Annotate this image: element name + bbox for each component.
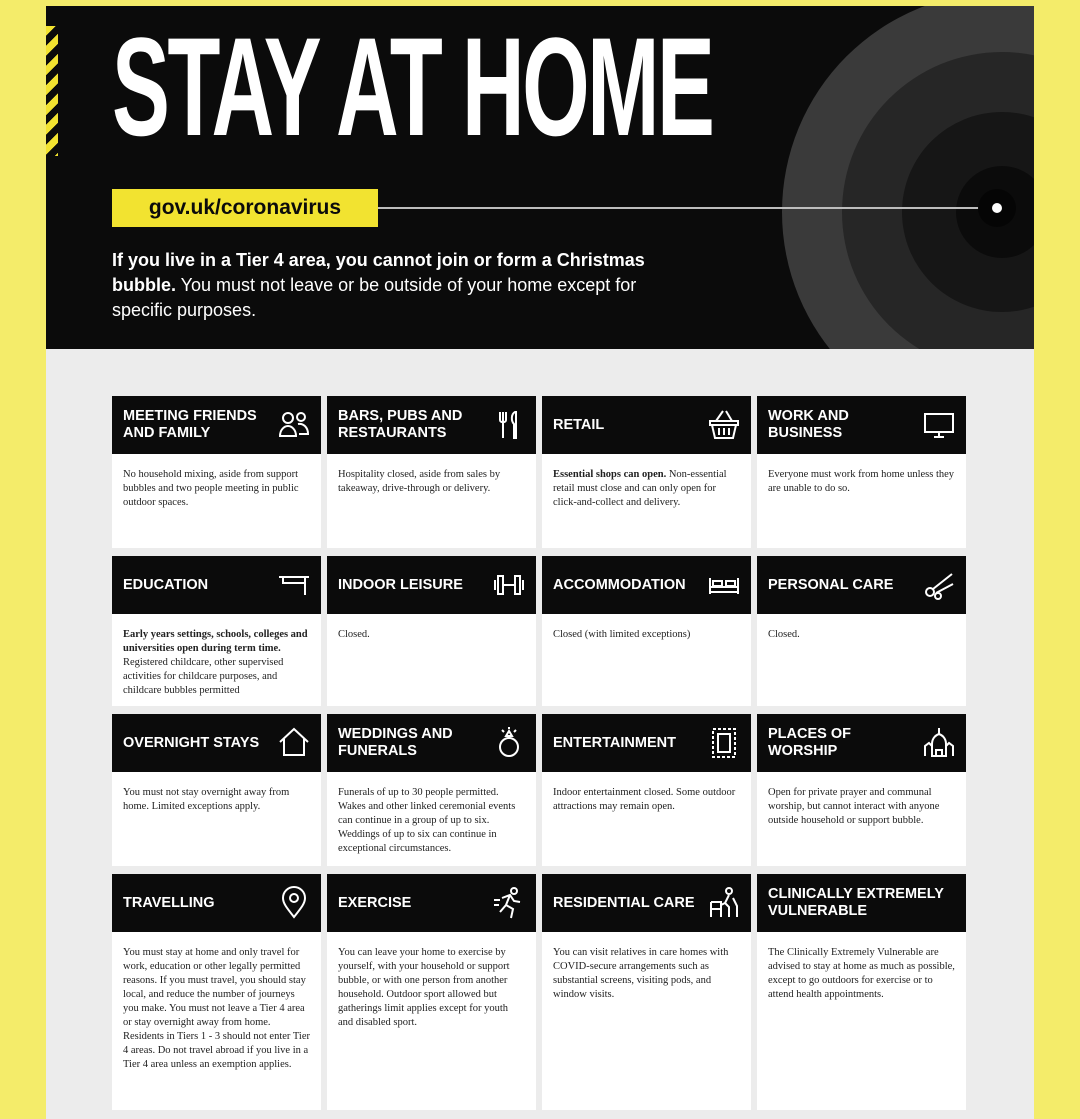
mortarboard-icon — [277, 568, 311, 602]
rule-card-meeting — [112, 396, 321, 548]
card-body: Closed (with limited exceptions) — [553, 629, 691, 640]
card-title: EXERCISE — [338, 894, 412, 911]
header-banner — [46, 6, 1034, 349]
url-dot-icon — [978, 189, 1016, 227]
hazard-stripe — [46, 26, 58, 156]
rule-card-vulnerable — [757, 874, 966, 1110]
rule-card-education: EDUCATION Early years settings, schools, colleges and universities open during term time. Registered childcare, other supervised activities for childcare purposes, and childcare bubbles permitted — [112, 556, 321, 706]
card-title: ENTERTAINMENT — [553, 734, 676, 751]
page-title: STAY AT HOME — [112, 8, 713, 165]
card-title: EDUCATION — [123, 576, 209, 593]
card-body: You can visit relatives in care homes with COVID-secure arrangements such as substantial screens, visiting pods, and window visits. — [553, 947, 729, 1000]
rule-card-entertainment — [542, 714, 751, 866]
card-title: CLINICALLY EXTREMELY VULNERABLE — [768, 886, 944, 919]
card-title: TRAVELLING — [123, 894, 215, 911]
rules-row — [112, 874, 968, 1110]
card-body: Funerals of up to 30 people permitted. Wakes and other linked ceremonial events can continue in a group of up to six. Weddings of up to six can continue in exceptional circumstances. — [338, 787, 516, 854]
rule-card-overnight — [112, 714, 321, 866]
card-body: The Clinically Extremely Vulnerable are advised to stay at home as much as possible, except to go outdoors for exercise or to attend health appointments. — [768, 947, 955, 1000]
card-body: You must stay at home and only travel for work, education or other legally permitted reasons. If you must travel, you should stay local, and reduce the number of journeys you make. You must not leave a Tier 4 area or stay overnight away from home. Residents in Tiers 1 - 3 should not enter Tier 4 areas. Do not travel abroad if you live in a Tier 4 area unless an exemption applies. — [123, 947, 310, 1070]
card-title: RETAIL — [553, 416, 605, 433]
card-body: Open for private prayer and communal worship, but cannot interact with anyone outside household or support bubble. — [768, 787, 940, 826]
card-title: INDOOR LEISURE — [338, 576, 463, 593]
cutlery-icon — [492, 408, 526, 442]
card-title: WEDDINGS AND FUNERALS — [338, 726, 453, 759]
scissors-icon — [922, 568, 956, 602]
url-connector-line — [378, 207, 998, 209]
rule-card-leisure — [327, 556, 536, 706]
card-body: You must not stay overnight away from home. Limited exceptions apply. — [123, 787, 290, 812]
church-icon — [922, 726, 956, 760]
concentric-rings-graphic — [756, 6, 1034, 349]
intro-bold: If you live in a Tier 4 area, you cannot join or form a Christmas bubble. — [112, 250, 645, 295]
rule-card-work — [757, 396, 966, 548]
rule-card-bars — [327, 396, 536, 548]
card-body: Non-essential retail must close and can only open for click-and-collect and delivery. — [553, 469, 727, 508]
rule-card-accommodation — [542, 556, 751, 706]
intro-text — [112, 248, 672, 323]
ticket-icon — [707, 726, 741, 760]
card-body: Hospitality closed, aside from sales by takeaway, drive-through or delivery. — [338, 469, 501, 494]
basket-icon — [707, 408, 741, 442]
card-title: MEETING FRIENDS AND FAMILY — [123, 408, 257, 441]
card-title: BARS, PUBS AND RESTAURANTS — [338, 408, 463, 441]
rules-row — [112, 556, 968, 706]
poster — [46, 6, 1034, 1119]
rule-card-weddings — [327, 714, 536, 866]
card-title: PLACES OF WORSHIP — [768, 726, 851, 759]
dumbbell-icon — [492, 568, 526, 602]
card-body: Closed. — [338, 629, 370, 640]
intro-rest: You must not leave or be outside of your home except for specific purposes. — [112, 275, 637, 320]
people-icon — [277, 408, 311, 442]
card-body: No household mixing, aside from support bubbles and two people meeting in public outdoor spaces. — [123, 469, 299, 508]
rule-card-worship — [757, 714, 966, 866]
card-title: ACCOMMODATION — [553, 576, 686, 593]
location-pin-icon — [277, 886, 311, 920]
care-icon — [707, 886, 741, 920]
rule-card-personal-care — [757, 556, 966, 706]
rule-card-residential-care — [542, 874, 751, 1110]
card-body: Everyone must work from home unless they are unable to do so. — [768, 469, 955, 494]
rules-row — [112, 714, 968, 866]
rule-card-travelling — [112, 874, 321, 1110]
ring-icon — [492, 726, 526, 760]
rules-row — [112, 396, 968, 548]
card-body: Registered childcare, other supervised activities for childcare purposes, and childcare bubbles permitted — [123, 657, 284, 696]
monitor-icon — [922, 408, 956, 442]
card-body: Closed. — [768, 629, 800, 640]
rule-card-retail: RETAIL Essential shops can open. Non-essential retail must close and can only open for click-and-collect and delivery. — [542, 396, 751, 548]
gov-url-link[interactable]: gov.uk/coronavirus — [112, 189, 378, 227]
house-icon — [277, 726, 311, 760]
card-body: Indoor entertainment closed. Some outdoor attractions may remain open. — [553, 787, 736, 812]
card-title: PERSONAL CARE — [768, 576, 894, 593]
card-title: WORK AND BUSINESS — [768, 408, 849, 441]
bed-icon — [707, 568, 741, 602]
card-title: RESIDENTIAL CARE — [553, 894, 695, 911]
runner-icon — [492, 886, 526, 920]
card-body: You can leave your home to exercise by yourself, with your household or support bubble, or with one person from another household. Outdoor sport allowed but gatherings limit applies except for youth and disabled sport. — [338, 947, 510, 1028]
rule-card-exercise — [327, 874, 536, 1110]
card-title: OVERNIGHT STAYS — [123, 734, 260, 751]
